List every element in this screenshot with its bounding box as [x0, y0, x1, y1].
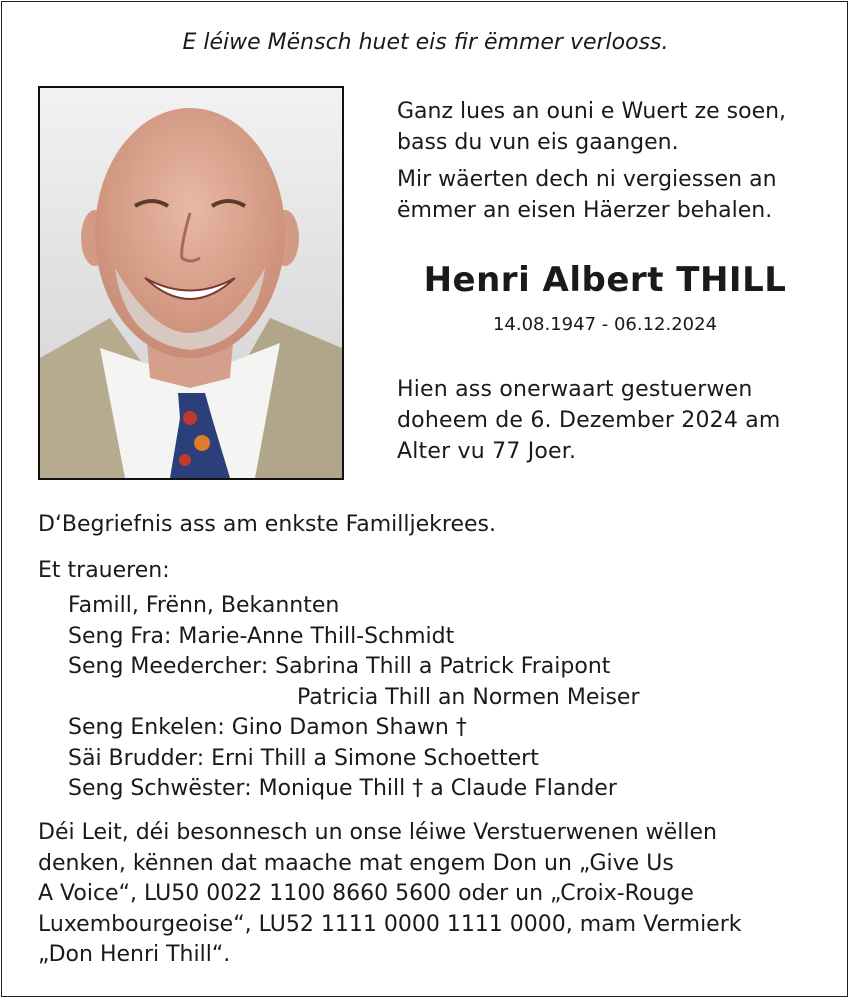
deceased-name: Henri Albert THILL	[423, 260, 787, 300]
donation-info	[38, 818, 818, 971]
donation-line: Déi Leit, déi besonnesch un onse léiwe Verstuerwenen wëllen	[38, 820, 717, 845]
mourner-line: Famill, Frënn, Bekannten	[68, 593, 340, 618]
verse-line: Ganz lues an ouni e Wuert ze soen,	[397, 99, 787, 124]
verse-line: ëmmer an eisen Häerzer behalen.	[397, 198, 773, 223]
notice-line: Alter vu 77 Joer.	[397, 439, 577, 464]
donation-line: denken, kënnen dat maache mat engem Don un „Give Us	[38, 850, 674, 876]
notice-line: Hien ass onerwaart gestuerwen	[397, 377, 753, 402]
notice-line: doheem de 6. Dezember 2024 am	[397, 408, 781, 433]
mourner-line: Seng Meedercher: Sabrina Thill a Patrick Fraipont	[68, 654, 611, 679]
donation-line: Luxembourgeoise“, LU52 1111 0000 1111 0000, mam Vermierk	[38, 911, 742, 937]
verse-line: bass du vun eis gaangen.	[397, 130, 679, 155]
mourners-heading: Et traueren:	[38, 558, 170, 583]
mourner-line: Seng Enkelen: Gino Damon Shawn †	[68, 715, 467, 740]
portrait-photo	[38, 86, 344, 480]
mourner-line: Säi Brudder: Erni Thill a Simone Schoettert	[68, 745, 539, 771]
mourner-line: Seng Schwëster: Monique Thill † a Claude Flander	[68, 776, 617, 801]
verse-line: Mir wäerten dech ni vergiessen an	[397, 167, 777, 192]
mourners-list	[68, 591, 640, 805]
burial-info: D‘Begriefnis ass am enkste Familljekrees.	[38, 512, 496, 537]
mourner-line: Seng Fra: Marie-Anne Thill-Schmidt	[68, 623, 455, 649]
motto: E léiwe Mënsch huet eis fir ëmmer verlooss.	[182, 30, 669, 55]
death-notice	[397, 374, 827, 467]
verse	[397, 96, 786, 232]
life-dates: 14.08.1947 - 06.12.2024	[492, 314, 718, 335]
donation-line: „Don Henri Thill“.	[38, 942, 231, 967]
donation-line: A Voice“, LU50 0022 1100 8660 5600 oder un „Croix-Rouge	[38, 881, 694, 906]
mourner-line: Patricia Thill an Normen Meiser	[297, 684, 640, 710]
